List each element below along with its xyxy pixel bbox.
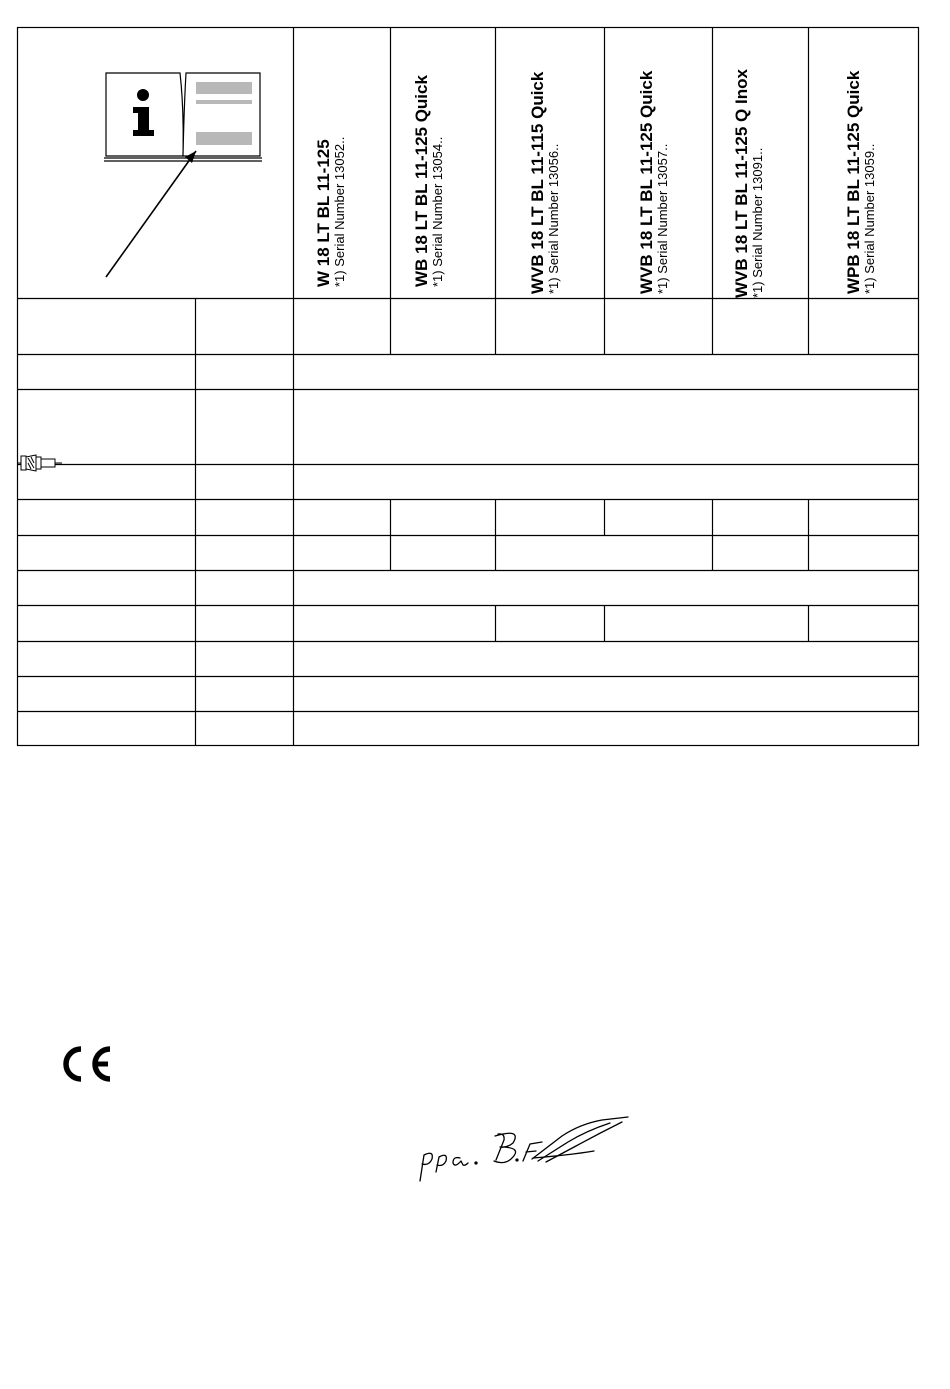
plug-connector-icon	[17, 451, 62, 475]
signature-image	[412, 1114, 637, 1194]
model-name: W 18 LT BL 11-125	[314, 139, 333, 287]
model-header-6	[845, 19, 935, 294]
model-name: WVB 18 LT BL 11-115 Quick	[528, 71, 547, 294]
model-serial-number: *1) Serial Number 13052..	[332, 136, 347, 287]
model-header-4	[638, 19, 728, 294]
model-name: WVB 18 LT BL 11-125 Q Inox	[732, 69, 751, 298]
model-name: WPB 18 LT BL 11-125 Quick	[844, 70, 863, 294]
model-serial-number: *1) Serial Number 13054..	[430, 136, 445, 287]
model-header-5	[733, 23, 823, 298]
model-name: WB 18 LT BL 11-125 Quick	[412, 75, 431, 287]
open-book-info-icon	[100, 68, 265, 283]
model-serial-number: *1) Serial Number 13056..	[546, 143, 561, 294]
ce-mark-icon	[58, 1042, 116, 1086]
model-serial-number: *1) Serial Number 13059..	[862, 143, 877, 294]
model-header-3	[529, 19, 619, 294]
model-name: WVB 18 LT BL 11-125 Quick	[637, 70, 656, 294]
model-header-1	[315, 12, 405, 287]
model-serial-number: *1) Serial Number 13091..	[750, 147, 765, 298]
model-header-2	[413, 12, 503, 287]
model-serial-number: *1) Serial Number 13057..	[655, 143, 670, 294]
